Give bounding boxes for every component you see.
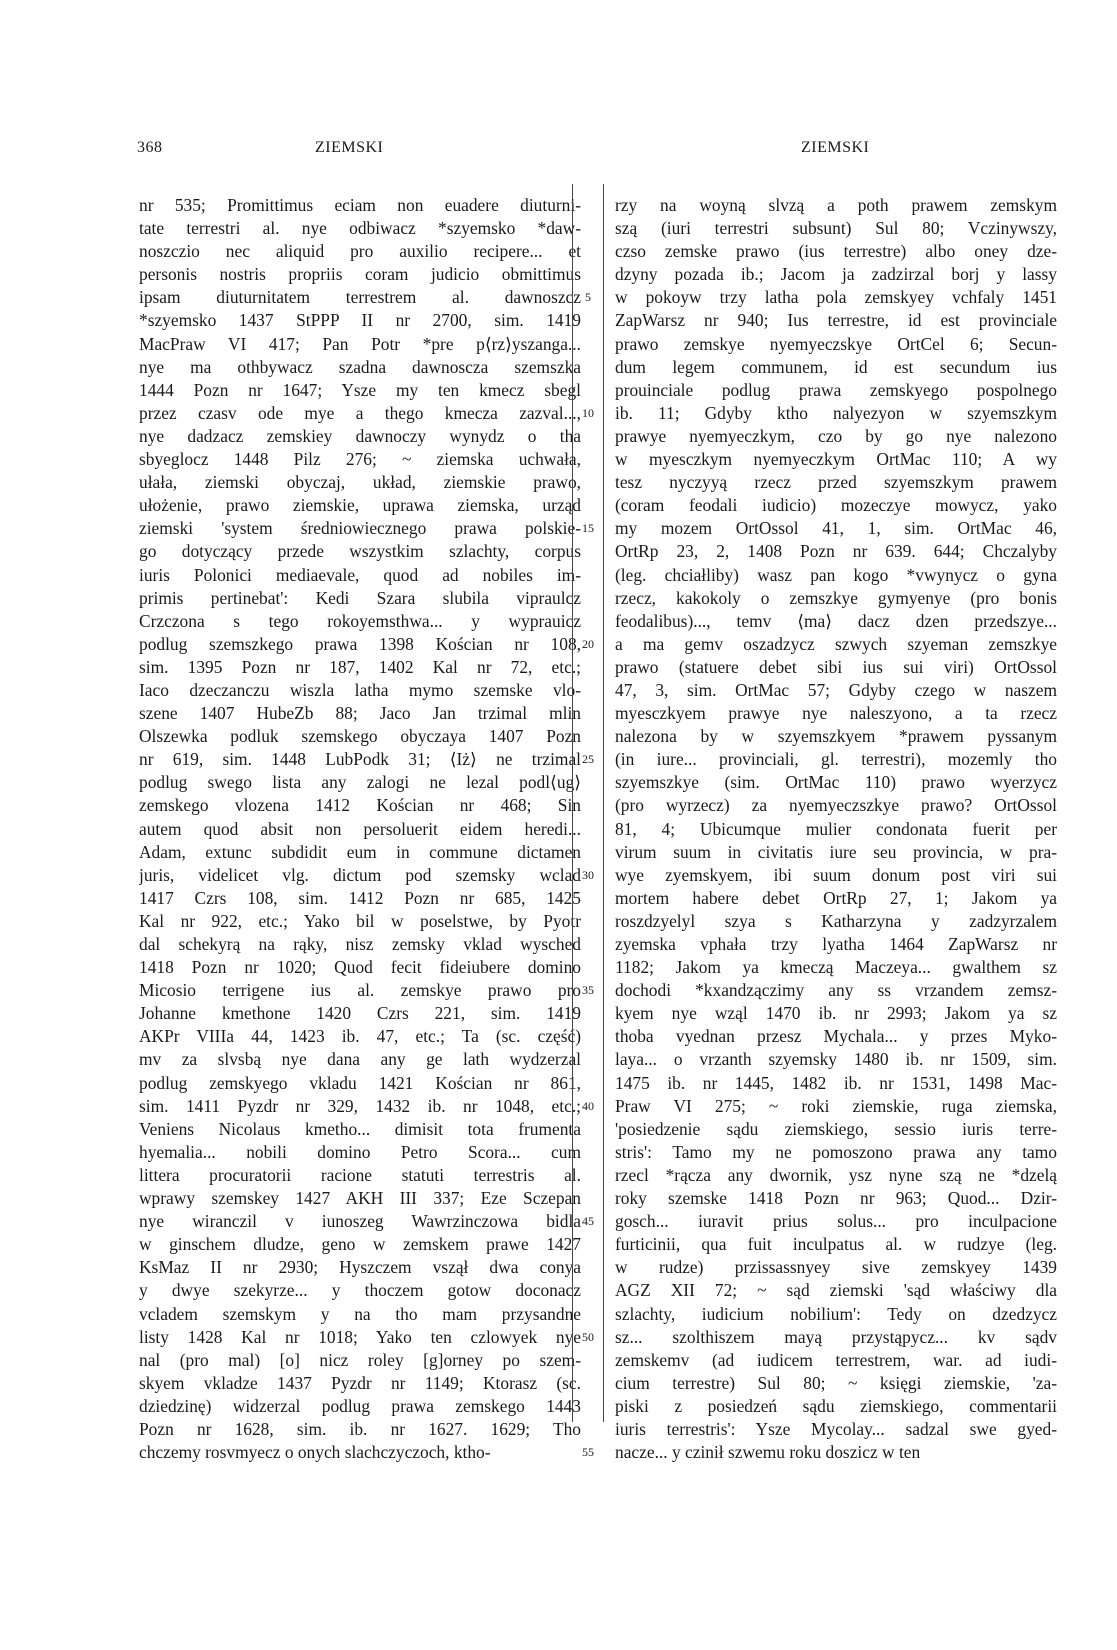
text-line: rzecl *rącza any dwornik, ysz nyne szą ne *dzelą: [615, 1164, 1057, 1185]
text-line: listy 1428 Kal nr 1018; Yako ten czlowyek nye: [139, 1326, 581, 1347]
text-line: personis nostris propriis coram judicio obmittimus: [139, 264, 581, 285]
text-line: thoba vyednan przesz Mychala... y przes Myko-: [615, 1026, 1057, 1047]
text-line: OrtRp 23, 2, 1408 Pozn nr 639. 644; Chczalyby: [615, 541, 1057, 562]
text-line: w myesczkym nyemyeczkym OrtMac 110; A wy: [615, 449, 1057, 470]
text-line: dziedzinę) widzerzal podlug prawa zemskego 1443: [139, 1395, 581, 1416]
text-line: szene 1407 HubeZb 88; Jaco Jan trzimal mlin: [139, 703, 581, 724]
text-line: autem quod absit non persoluerit eidem heredi...: [139, 818, 581, 839]
text-line: nal (pro mal) [o] nicz roley [g]orney po szem-: [139, 1349, 581, 1370]
text-line: szą (iuri terrestri subsunt) Sul 80; Vczinywszy,: [615, 218, 1057, 239]
text-line: Olszewka podluk szemskego obyczaya 1407 Pozn: [139, 726, 581, 747]
text-line: 1182; Jakom ya kmeczą Maczeya... gwalthem sz: [615, 957, 1057, 978]
text-line: iuris Polonici mediaevale, quod ad nobiles im-: [139, 564, 581, 585]
text-line: rzecz, kakokoly o zemszkye gymyenye (pro bonis: [615, 587, 1057, 608]
text-line: podlug swego lista any zalogi ne lezal podl⟨ug⟩: [139, 772, 581, 793]
line-number: 30: [582, 867, 594, 882]
text-line: vcladem szemskym y na tho mam przysandne: [139, 1303, 581, 1324]
text-line: my mozem OrtOssol 41, 1, sim. OrtMac 46,: [615, 518, 1057, 539]
line-number: 15: [582, 521, 594, 536]
text-line: laya... o vrzanth szyemsky 1480 ib. nr 1509, sim.: [615, 1049, 1057, 1070]
line-number: 45: [582, 1214, 594, 1229]
text-line: nr 619, sim. 1448 LubPodk 31; ⟨Iż⟩ ne trzimal: [139, 749, 581, 770]
text-line: gosch... iuravit prius solus... pro inculpacione: [615, 1211, 1057, 1232]
text-line: sim. 1411 Pyzdr nr 329, 1432 ib. nr 1048, etc.;: [139, 1095, 581, 1116]
text-line: podlug zemskyego vkladu 1421 Kościan nr 861,: [139, 1072, 581, 1093]
text-line: Kal nr 922, etc.; Yako bil w poselstwe, by Pyotr: [139, 910, 581, 931]
text-line: furticinii, qua fuit inculpatus al. w rudzye (leg.: [615, 1234, 1057, 1255]
text-line: y dwye szekyrze... y thoczem gotow doconacz: [139, 1280, 581, 1301]
text-line: 1418 Pozn nr 1020; Quod fecit fideiubere domino: [139, 957, 581, 978]
text-line: cium terrestre) Sul 80; ~ księgi ziemskie, 'za-: [615, 1372, 1057, 1393]
text-line: wye zyemskyem, ibi suum donum post viri sui: [615, 864, 1057, 885]
column-divider-left: [572, 184, 573, 1422]
text-line: (in iure... provinciali, gl. terrestri), mozemly tho: [615, 749, 1057, 770]
text-line: nye wiranczil v iunoszeg Wawrzinczowa bidla: [139, 1211, 581, 1232]
right-text-column: [615, 194, 1057, 1464]
text-line: ZapWarsz nr 940; Ius terrestre, id est provinciale: [615, 310, 1057, 331]
line-number: 55: [582, 1445, 594, 1460]
text-line: mv za slvsbą nye dana any ge lath wydzerzal: [139, 1049, 581, 1070]
text-line: Crzczona s tego rokoyemsthwa... y wyprauicz: [139, 610, 581, 631]
text-line: 1475 ib. nr 1445, 1482 ib. nr 1531, 1498 Mac-: [615, 1072, 1057, 1093]
text-line: (coram feodali iudicio) mozeczye mowycz, yako: [615, 495, 1057, 516]
text-line: Adam, extunc subdidit eum in commune dictamen: [139, 841, 581, 862]
text-line: dzyny pozada ib.; Jacom ja zadzirzal borj y lassy: [615, 264, 1057, 285]
text-line: tesz nyczyyą rzecz przed szyemszkym prawem: [615, 472, 1057, 493]
text-line: nye dadzacz zemskiey dawnoczy wynydz o tha: [139, 425, 581, 446]
text-line: AKPr VIIIa 44, 1423 ib. 47, etc.; Ta (sc. część): [139, 1026, 581, 1047]
text-line: szyemszkye (sim. OrtMac 110) prawo wyerzycz: [615, 772, 1057, 793]
text-line: rzy na woyną slvzą a poth prawem zemskym: [615, 195, 1057, 215]
text-line: ułała, ziemski obyczaj, układ, ziemskie prawo,: [139, 472, 581, 493]
text-line: dal schekyrą na rąky, nisz zemsky vklad wysched: [139, 934, 581, 954]
text-line: nalezona by w szyemszkyem *prawem pyssanym: [615, 726, 1057, 747]
text-line: 'posiedzenie sądu ziemskiego, sessio iuris terre-: [615, 1118, 1057, 1139]
text-line: prouinciale podlug prawa zemskyego pospolnego: [615, 379, 1057, 400]
text-line: primis pertinebat': Kedi Szara slubila vipraulcz: [139, 587, 581, 608]
text-line: Micosio terrigene ius al. zemskye prawo pro: [139, 980, 581, 1001]
text-line: prawo zemskye nyemyeczskye OrtCel 6; Secun-: [615, 333, 1057, 354]
line-number: 25: [582, 752, 594, 767]
text-line: virum suum in civitatis iure seu provincia, w pra-: [615, 841, 1057, 862]
text-line: Praw VI 275; ~ roki ziemskie, ruga ziemska,: [615, 1095, 1057, 1116]
text-line: w ginschem dludze, geno w zemskem prawe 1427: [139, 1234, 581, 1255]
text-line: przez czasv ode mye a thego kmecza zazval...,: [139, 402, 581, 423]
text-line: zemskego vlozena 1412 Kościan nr 468; Sin: [139, 795, 581, 816]
text-line: AGZ XII 72; ~ sąd ziemski 'sąd właściwy dla: [615, 1280, 1057, 1301]
text-line: go dotyczący przede wszystkim szlachty, corpus: [139, 541, 581, 562]
text-line: 81, 4; Ubicumque mulier condonata fuerit per: [615, 818, 1057, 839]
line-number: 5: [585, 290, 591, 305]
text-line: czso zemske prawo (ius terrestre) albo oney dze-: [615, 241, 1057, 262]
left-running-title: ZIEMSKI: [315, 139, 384, 156]
text-line: w pokoyw trzy latha pola zemskyey vchfaly 1451: [615, 287, 1057, 308]
column-divider-right: [603, 184, 604, 1422]
text-line: roszdzyelyl szya s Katharzyna y zadzyrzalem: [615, 910, 1057, 931]
text-line: (pro wyrzecz) za nyemyeczszkye prawo? OrtOssol: [615, 795, 1057, 816]
text-line: dochodi *kxandzączimy any ss vrzandem zemsz-: [615, 980, 1057, 1001]
text-line: hyemalia... nobili domino Petro Scora... cum: [139, 1141, 581, 1162]
text-line: Pozn nr 1628, sim. ib. nr 1627. 1629; Tho: [139, 1418, 581, 1439]
text-line: juris, videlicet vlg. dictum pod szemsky wclad: [139, 864, 581, 885]
text-line: (leg. chciałliby) wasz pan kogo *vwynycz o gyna: [615, 564, 1057, 585]
text-line: stris': Tamo my ne pomoszono prawa any tamo: [615, 1141, 1057, 1162]
page-number: 368: [137, 139, 163, 156]
text-line: podlug szemszkego prawa 1398 Kościan nr 108,: [139, 633, 581, 654]
text-line: 1444 Pozn nr 1647; Ysze my ten kmecz sbegl: [139, 379, 581, 400]
line-number: 35: [582, 983, 594, 998]
text-line: prawye nyemyeczkym, czo by go nye nalezono: [615, 425, 1057, 446]
left-text-column: [139, 194, 581, 1464]
line-number: 40: [582, 1098, 594, 1113]
text-line: nye ma othbywacz szadna dawnoscza szemszka: [139, 356, 581, 377]
text-line: 47, 3, sim. OrtMac 57; Gdyby czego w naszem: [615, 679, 1057, 700]
text-line: iuris terrestris': Ysze Mycolay... sadzal swe gyed-: [615, 1418, 1057, 1439]
text-line: Johanne kmethone 1420 Czrs 221, sim. 1419: [139, 1003, 581, 1024]
text-line: ib. 11; Gdyby ktho nalyezyon w szyemszkym: [615, 402, 1057, 423]
text-line: myesczkyem prawye nye naleszyono, a ta rzecz: [615, 703, 1057, 724]
text-line: noszczio nec aliquid pro auxilio recipere... et: [139, 241, 581, 262]
text-line: feodalibus)..., temv ⟨ma⟩ dacz dzen przedszye...: [615, 610, 1057, 631]
text-line: dum legem communem, id est secundum ius: [615, 356, 1057, 377]
text-line: sz... szolthiszem mayą przystąpycz... kv sądv: [615, 1326, 1057, 1347]
text-line: zyemska vphała trzy lyatha 1464 ZapWarsz nr: [615, 934, 1057, 954]
text-line: sim. 1395 Pozn nr 187, 1402 Kal nr 72, etc.;: [139, 656, 581, 677]
text-line: MacPraw VI 417; Pan Potr *pre p⟨rz⟩yszanga...: [139, 333, 581, 354]
text-line: ziemski 'system średniowiecznego prawa polskie-: [139, 518, 581, 539]
text-line: littera procuratorii racione statuti terrestris al.: [139, 1164, 581, 1185]
text-line: tate terrestri al. nye odbiwacz *szyemsko *daw-: [139, 218, 581, 239]
text-line: *szyemsko 1437 StPPP II nr 2700, sim. 1419: [139, 310, 581, 331]
text-line: sbyeglocz 1448 Pilz 276; ~ ziemska uchwała,: [139, 449, 581, 470]
text-line: 1417 Czrs 108, sim. 1412 Pozn nr 685, 1425: [139, 887, 581, 908]
text-line: mortem habere debet OrtRp 27, 1; Jakom ya: [615, 887, 1057, 908]
text-line: nacze... y czinił szwemu roku doszicz w ten: [615, 1442, 921, 1463]
text-line: zemskemv (ad iudicem terrestrem, war. ad iudi-: [615, 1349, 1057, 1370]
text-line: ipsam diuturnitatem terrestrem al. dawnoszcz: [139, 287, 581, 308]
text-line: chczemy rosvmyecz o onych slachczyczoch, ktho-: [139, 1442, 491, 1463]
text-line: w rudze) przissassnyey sive zemskyey 1439: [615, 1257, 1057, 1278]
text-line: a ma gemv oszadzycz szwych szyeman zemszkye: [615, 633, 1057, 654]
text-line: wprawy szemskey 1427 AKH III 337; Eze Sczepan: [139, 1188, 581, 1209]
text-line: szlachty, iudicium nobilium': Tedy on dzedzycz: [615, 1303, 1057, 1324]
line-number: 10: [582, 405, 594, 420]
text-line: piski z posiedzeń sądu ziemskiego, commentarii: [615, 1395, 1057, 1416]
text-line: ułożenie, prawo ziemskie, uprawa ziemska, urząd: [139, 495, 581, 516]
text-line: skyem vkladze 1437 Pyzdr nr 1149; Ktorasz (sc.: [139, 1372, 581, 1393]
text-line: prawo (statuere debet sibi ius sui viri) OrtOssol: [615, 656, 1057, 677]
text-line: Iaco dzeczanczu wiszla latha mymo szemske vlo-: [139, 679, 581, 700]
text-line: nr 535; Promittimus eciam non euadere diuturni-: [139, 195, 581, 215]
text-line: kyem nye wząl 1470 ib. nr 2993; Jakom ya sz: [615, 1003, 1057, 1024]
text-line: KsMaz II nr 2930; Hyszczem vszął dwa conya: [139, 1257, 581, 1278]
text-line: Veniens Nicolaus kmetho... dimisit tota frumenta: [139, 1118, 581, 1139]
right-running-title: ZIEMSKI: [801, 139, 870, 156]
line-number: 50: [582, 1329, 594, 1344]
text-line: roky szemske 1418 Pozn nr 963; Quod... Dzir-: [615, 1188, 1057, 1209]
line-number: 20: [582, 636, 594, 651]
